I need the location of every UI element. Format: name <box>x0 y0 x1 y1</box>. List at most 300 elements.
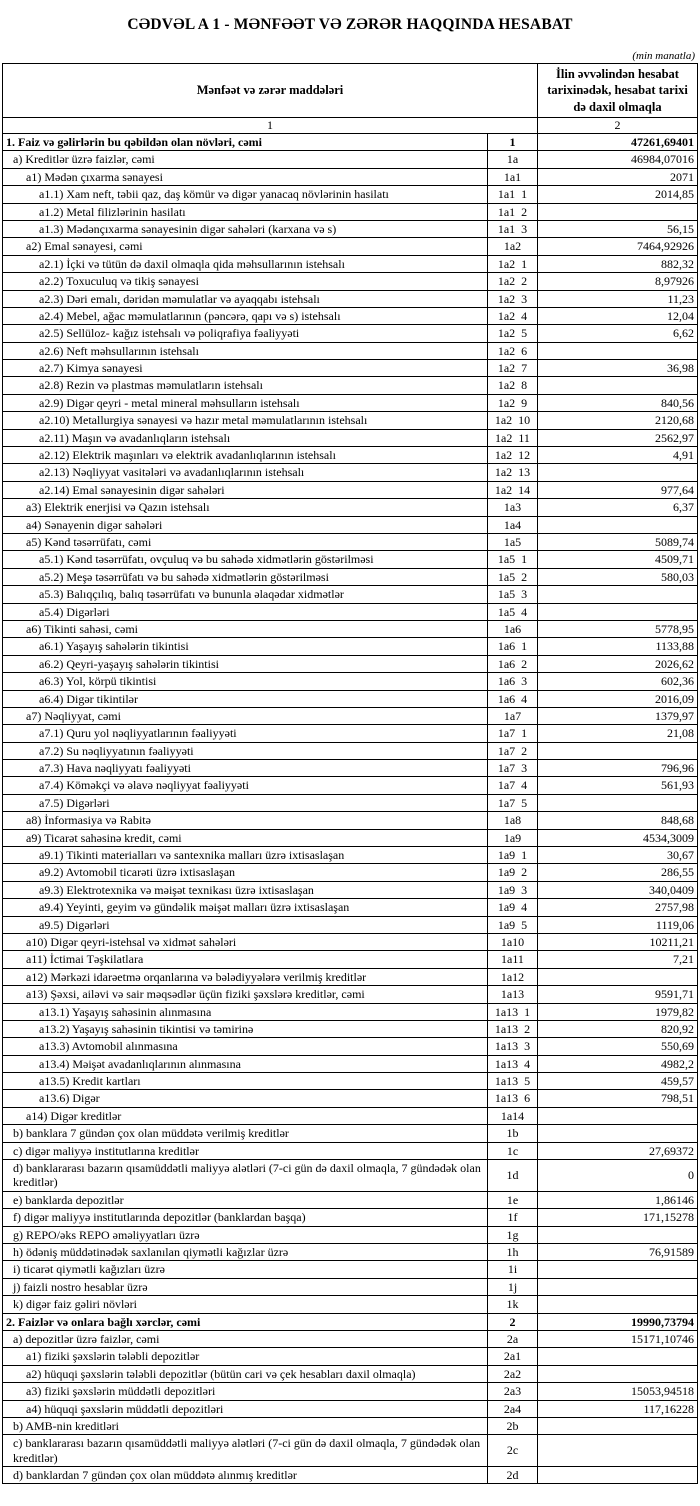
table-row <box>3 916 698 933</box>
table-row <box>3 864 698 881</box>
row-code: 1a13 4 <box>487 1055 537 1072</box>
row-label: a8) İnformasiya və Rabitə <box>3 812 488 829</box>
table-row <box>3 1400 698 1417</box>
row-value: 2026,62 <box>538 655 698 672</box>
row-value: 117,16228 <box>538 1400 698 1417</box>
row-label: b) banklara 7 gündən çox olan müddətə verilmiş kreditlər <box>3 1125 488 1142</box>
row-value: 15171,10746 <box>538 1330 698 1347</box>
row-label: a4) hüquqi şəxslərin müddətli depozitləri <box>3 1400 488 1417</box>
table-row <box>3 1020 698 1037</box>
row-value: 7,21 <box>538 951 698 968</box>
header-items-column: Mənfəət və zərər maddələri <box>3 64 538 118</box>
table-row <box>3 1142 698 1159</box>
row-code: 1a2 13 <box>487 464 537 481</box>
row-code: 1a2 11 <box>487 429 537 446</box>
row-label: a1) Mədən çıxarma sənayesi <box>3 168 488 185</box>
table-row <box>3 481 698 498</box>
row-code: 1a1 2 <box>487 203 537 220</box>
row-code: 1a12 <box>487 968 537 985</box>
row-value: 47261,69401 <box>538 134 698 151</box>
row-label: a7.2) Su nəqliyyatının fəaliyyəti <box>3 742 488 759</box>
row-value: 19990,73794 <box>538 1313 698 1330</box>
row-code: 1a13 2 <box>487 1020 537 1037</box>
row-value: 2757,98 <box>538 899 698 916</box>
table-row <box>3 690 698 707</box>
row-label: a2.1) İçki və tütün də daxil olmaqla qida məhsullarının istehsalı <box>3 255 488 272</box>
row-label: e) banklarda depozitlər <box>3 1191 488 1208</box>
row-code: 1a13 3 <box>487 1038 537 1055</box>
row-code: 1a6 4 <box>487 690 537 707</box>
row-label: j) faizli nostro hesablar üzrə <box>3 1278 488 1295</box>
table-row <box>3 1073 698 1090</box>
row-code: 1a5 <box>487 533 537 550</box>
row-code: 1i <box>487 1261 537 1278</box>
row-value: 4,91 <box>538 447 698 464</box>
table-row <box>3 464 698 481</box>
row-label: a1) fiziki şəxslərin tələbli depozitlər <box>3 1348 488 1365</box>
row-code: 1a13 6 <box>487 1090 537 1107</box>
row-value: 171,15278 <box>538 1209 698 1226</box>
row-label: a5.3) Balıqçılıq, balıq təsərrüfatı və bununla əlaqədar xidmətlər <box>3 586 488 603</box>
column-number-row <box>3 118 698 134</box>
table-row <box>3 794 698 811</box>
row-code: 1a2 9 <box>487 394 537 411</box>
row-value: 7464,92926 <box>538 238 698 255</box>
row-value <box>538 203 698 220</box>
row-code: 2 <box>487 1313 537 1330</box>
row-code: 1d <box>487 1160 537 1192</box>
column-number-1: 1 <box>3 118 538 134</box>
row-value: 2562,97 <box>538 429 698 446</box>
table-row <box>3 238 698 255</box>
row-value <box>538 1278 698 1295</box>
row-code: 2a <box>487 1330 537 1347</box>
row-label: a5.4) Digərləri <box>3 603 488 620</box>
table-row <box>3 1055 698 1072</box>
table-row <box>3 812 698 829</box>
table-row <box>3 968 698 985</box>
table-row <box>3 273 698 290</box>
table-row <box>3 1209 698 1226</box>
row-value: 1133,88 <box>538 638 698 655</box>
row-label: a7.3) Hava nəqliyyatı fəaliyyəti <box>3 760 488 777</box>
row-code: 1a5 3 <box>487 586 537 603</box>
page-title: CƏDVƏL A 1 - MƏNFƏƏT VƏ ZƏRƏR HAQQINDA HESABAT <box>127 16 573 33</box>
table-row <box>3 847 698 864</box>
table-row <box>3 186 698 203</box>
row-code: 1a13 <box>487 986 537 1003</box>
row-code: 1e <box>487 1191 537 1208</box>
row-label: a2.12) Elektrik maşınları və elektrik avadanlıqlarının istehsalı <box>3 447 488 464</box>
row-value <box>538 1107 698 1124</box>
table-row <box>3 1365 698 1382</box>
row-label: a2) Emal sənayesi, cəmi <box>3 238 488 255</box>
table-row <box>3 951 698 968</box>
row-code: 1a2 5 <box>487 325 537 342</box>
row-label: a2.9) Digər qeyri - metal mineral məhsulların istehsalı <box>3 394 488 411</box>
row-value <box>538 1435 698 1467</box>
row-code: 1a10 <box>487 933 537 950</box>
row-code: 1h <box>487 1244 537 1261</box>
row-label: a2.11) Maşın və avadanlıqların istehsalı <box>3 429 488 446</box>
table-row <box>3 220 698 237</box>
table-row <box>3 360 698 377</box>
row-value: 2071 <box>538 168 698 185</box>
table-row <box>3 1330 698 1347</box>
row-value <box>538 586 698 603</box>
row-code: 1a <box>487 151 537 168</box>
row-label: c) digər maliyyə institutlarına kreditlər <box>3 1142 488 1159</box>
table-body <box>3 134 698 1484</box>
row-label: 1. Faiz və gəlirlərin bu qəbildən olan növləri, cəmi <box>3 134 488 151</box>
table-row <box>3 933 698 950</box>
table-row <box>3 1313 698 1330</box>
row-label: a5.2) Meşə təsərrüfatı və bu sahədə xidmətlərin göstərilməsi <box>3 568 488 585</box>
row-code: 1a9 3 <box>487 881 537 898</box>
row-code: 2b <box>487 1417 537 1434</box>
row-code: 1a2 14 <box>487 481 537 498</box>
row-code: 2a2 <box>487 1365 537 1382</box>
row-label: a11) İctimai Təşkilatlara <box>3 951 488 968</box>
table-row <box>3 203 698 220</box>
row-value: 882,32 <box>538 255 698 272</box>
row-value: 5089,74 <box>538 533 698 550</box>
row-label: a7) Nəqliyyat, cəmi <box>3 707 488 724</box>
row-label: a) depozitlər üzrə faizlər, cəmi <box>3 1330 488 1347</box>
row-value <box>538 1261 698 1278</box>
table-row <box>3 568 698 585</box>
table-row <box>3 394 698 411</box>
row-code: 1k <box>487 1296 537 1313</box>
row-label: c) banklararası bazarın qısamüddətli maliyyə alətləri (7-ci gün də daxil olmaqla, 7 gündədək olan kreditlər) <box>3 1435 488 1467</box>
row-label: a13.4) Məişət avadanlıqlarının alınmasına <box>3 1055 488 1072</box>
row-label: f) digər maliyyə institutlarında depozitlər (banklardan başqa) <box>3 1209 488 1226</box>
row-code: 2a4 <box>487 1400 537 1417</box>
row-value <box>538 1467 698 1484</box>
row-value <box>538 377 698 394</box>
row-code: 1a9 4 <box>487 899 537 916</box>
row-value: 6,62 <box>538 325 698 342</box>
table-row <box>3 603 698 620</box>
row-value: 56,15 <box>538 220 698 237</box>
row-value: 46984,07016 <box>538 151 698 168</box>
row-code: 1a7 <box>487 707 537 724</box>
table-row <box>3 447 698 464</box>
row-label: a9.5) Digərləri <box>3 916 488 933</box>
row-code: 1a2 10 <box>487 412 537 429</box>
row-code: 1a4 <box>487 516 537 533</box>
row-value: 36,98 <box>538 360 698 377</box>
row-label: k) digər faiz gəliri növləri <box>3 1296 488 1313</box>
row-label: a3) Elektrik enerjisi və Qazın istehsalı <box>3 499 488 516</box>
row-label: a2.6) Neft məhsullarının istehsalı <box>3 342 488 359</box>
row-code: 1a9 5 <box>487 916 537 933</box>
table-row <box>3 377 698 394</box>
row-label: a2.13) Nəqliyyat vasitələri və avadanlıqlarının istehsalı <box>3 464 488 481</box>
row-value: 2014,85 <box>538 186 698 203</box>
row-label: a9.1) Tikinti materialları və santexnika malları üzrə ixtisaslaşan <box>3 847 488 864</box>
row-code: 1a3 <box>487 499 537 516</box>
row-label: a13.6) Digər <box>3 1090 488 1107</box>
table-row <box>3 1160 698 1192</box>
table-row <box>3 134 698 151</box>
row-label: a1.1) Xam neft, təbii qaz, daş kömür və digər yanacaq növlərinin hasilatı <box>3 186 488 203</box>
row-label: a9.3) Elektrotexnika və məişət texnikası üzrə ixtisaslaşan <box>3 881 488 898</box>
row-label: a13.3) Avtomobil alınmasına <box>3 1038 488 1055</box>
row-value <box>538 464 698 481</box>
row-code: 2a1 <box>487 1348 537 1365</box>
table-row <box>3 1417 698 1434</box>
row-value <box>538 1125 698 1142</box>
table-row <box>3 673 698 690</box>
row-value <box>538 1348 698 1365</box>
table-row <box>3 1191 698 1208</box>
row-value: 4509,71 <box>538 551 698 568</box>
table-row <box>3 1383 698 1400</box>
table-row <box>3 829 698 846</box>
table-row <box>3 586 698 603</box>
row-value: 12,04 <box>538 307 698 324</box>
row-code: 1f <box>487 1209 537 1226</box>
row-value: 2120,68 <box>538 412 698 429</box>
row-code: 1a2 8 <box>487 377 537 394</box>
row-value <box>538 342 698 359</box>
row-code: 1a13 5 <box>487 1073 537 1090</box>
row-value: 76,91589 <box>538 1244 698 1261</box>
row-value: 6,37 <box>538 499 698 516</box>
row-value <box>538 1365 698 1382</box>
table-row <box>3 881 698 898</box>
table-row <box>3 412 698 429</box>
row-value: 9591,71 <box>538 986 698 1003</box>
row-value: 1379,97 <box>538 707 698 724</box>
row-label: a10) Digər qeyri-istehsal və xidmət sahələri <box>3 933 488 950</box>
table-row <box>3 742 698 759</box>
table-row <box>3 620 698 637</box>
row-code: 1a2 7 <box>487 360 537 377</box>
row-code: 1a6 <box>487 620 537 637</box>
row-value <box>538 1417 698 1434</box>
table-row <box>3 1435 698 1467</box>
row-code: 1a2 <box>487 238 537 255</box>
row-value <box>538 742 698 759</box>
row-code: 1a14 <box>487 1107 537 1124</box>
row-label: a6.3) Yol, körpü tikintisi <box>3 673 488 690</box>
row-value: 4982,2 <box>538 1055 698 1072</box>
row-code: 1a1 <box>487 168 537 185</box>
table-row <box>3 707 698 724</box>
row-value: 15053,94518 <box>538 1383 698 1400</box>
row-label: a9.4) Yeyinti, geyim və gündəlik məişət malları üzrə ixtisaslaşan <box>3 899 488 916</box>
row-code: 1a7 5 <box>487 794 537 811</box>
table-row <box>3 655 698 672</box>
table-row <box>3 986 698 1003</box>
row-code: 1a2 1 <box>487 255 537 272</box>
table-row <box>3 325 698 342</box>
table-row <box>3 1003 698 1020</box>
row-label: a4) Sənayenin digər sahələri <box>3 516 488 533</box>
row-value: 1,86146 <box>538 1191 698 1208</box>
table-row <box>3 1296 698 1313</box>
row-label: i) ticarət qiymətli kağızları üzrə <box>3 1261 488 1278</box>
row-code: 1a8 <box>487 812 537 829</box>
row-code: 1a9 2 <box>487 864 537 881</box>
row-value <box>538 1226 698 1243</box>
table-row <box>3 760 698 777</box>
row-value <box>538 794 698 811</box>
table-row <box>3 1278 698 1295</box>
row-code: 1a2 12 <box>487 447 537 464</box>
column-number-2: 2 <box>538 118 698 134</box>
row-value: 21,08 <box>538 725 698 742</box>
table-row <box>3 290 698 307</box>
table-row <box>3 777 698 794</box>
table-row <box>3 551 698 568</box>
row-code: 1a6 3 <box>487 673 537 690</box>
row-code: 2c <box>487 1435 537 1467</box>
row-value: 11,23 <box>538 290 698 307</box>
row-label: a1.2) Metal filizlərinin hasilatı <box>3 203 488 220</box>
row-label: a9.2) Avtomobil ticarəti üzrə ixtisaslaşan <box>3 864 488 881</box>
row-value: 561,93 <box>538 777 698 794</box>
row-code: 1a2 6 <box>487 342 537 359</box>
table-row <box>3 1226 698 1243</box>
table-row <box>3 342 698 359</box>
row-value: 30,67 <box>538 847 698 864</box>
row-value <box>538 516 698 533</box>
row-label: a5.1) Kənd təsərrüfatı, ovçuluq və bu sahədə xidmətlərin göstərilməsi <box>3 551 488 568</box>
row-label: a2.2) Toxuculuq və tikiş sənayesi <box>3 273 488 290</box>
row-label: a7.5) Digərləri <box>3 794 488 811</box>
row-label: 2. Faizlər və onlara bağlı xərclər, cəmi <box>3 1313 488 1330</box>
row-value: 10211,21 <box>538 933 698 950</box>
row-code: 1a7 3 <box>487 760 537 777</box>
table-row <box>3 255 698 272</box>
row-code: 2d <box>487 1467 537 1484</box>
header-row <box>3 64 698 118</box>
row-code: 1a1 3 <box>487 220 537 237</box>
row-label: d) banklararası bazarın qısamüddətli maliyyə alətləri (7-ci gün də daxil olmaqla, 7 gündədək olan kreditlər) <box>3 1160 488 1192</box>
table-row <box>3 516 698 533</box>
row-label: a6) Tikinti sahəsi, cəmi <box>3 620 488 637</box>
row-value: 5778,95 <box>538 620 698 637</box>
row-value <box>538 1296 698 1313</box>
table-row <box>3 1244 698 1261</box>
row-label: a13.1) Yaşayış sahəsinin alınmasına <box>3 1003 488 1020</box>
row-label: a7.1) Quru yol nəqliyyatlarının fəaliyyəti <box>3 725 488 742</box>
table-row <box>3 429 698 446</box>
row-label: a9) Ticarət sahəsinə kredit, cəmi <box>3 829 488 846</box>
row-value: 4534,3009 <box>538 829 698 846</box>
row-value <box>538 968 698 985</box>
row-code: 1a9 1 <box>487 847 537 864</box>
row-label: a3) fiziki şəxslərin müddətli depozitləri <box>3 1383 488 1400</box>
table-row <box>3 1125 698 1142</box>
row-label: a5) Kənd təsərrüfatı, cəmi <box>3 533 488 550</box>
table-row <box>3 1467 698 1484</box>
row-code: 1c <box>487 1142 537 1159</box>
row-label: a1.3) Mədənçıxarma sənayesinin digər sahələri (karxana və s) <box>3 220 488 237</box>
row-code: 1a2 4 <box>487 307 537 324</box>
row-value: 286,55 <box>538 864 698 881</box>
row-value: 602,36 <box>538 673 698 690</box>
row-value: 580,03 <box>538 568 698 585</box>
table-row <box>3 1348 698 1365</box>
row-label: a2.10) Metallurgiya sənayesi və hazır metal məmulatlarının istehsalı <box>3 412 488 429</box>
table-row <box>3 499 698 516</box>
row-code: 1a11 <box>487 951 537 968</box>
row-label: d) banklardan 7 gündən çox olan müddətə alınmış kreditlər <box>3 1467 488 1484</box>
row-code: 1a6 1 <box>487 638 537 655</box>
row-value: 340,0409 <box>538 881 698 898</box>
row-value: 550,69 <box>538 1038 698 1055</box>
profit-loss-table <box>2 63 698 1484</box>
table-row <box>3 1090 698 1107</box>
row-label: a) Kreditlər üzrə faizlər, cəmi <box>3 151 488 168</box>
row-label: a2.5) Sellüloz- kağız istehsalı və poliqrafiya fəaliyyəti <box>3 325 488 342</box>
row-value: 820,92 <box>538 1020 698 1037</box>
unit-note: (min manatla) <box>632 50 695 62</box>
table-row <box>3 533 698 550</box>
row-value: 8,97926 <box>538 273 698 290</box>
table-row <box>3 1038 698 1055</box>
row-code: 1a7 2 <box>487 742 537 759</box>
row-label: a14) Digər kreditlər <box>3 1107 488 1124</box>
row-code: 2a3 <box>487 1383 537 1400</box>
table-row <box>3 1107 698 1124</box>
row-label: a2.14) Emal sənayesinin digər sahələri <box>3 481 488 498</box>
row-label: a2.3) Dəri emalı, dəridən məmulatlar və ayaqqabı istehsalı <box>3 290 488 307</box>
row-code: 1a6 2 <box>487 655 537 672</box>
table-row <box>3 638 698 655</box>
row-value: 1979,82 <box>538 1003 698 1020</box>
row-value: 798,51 <box>538 1090 698 1107</box>
table-header <box>3 64 698 134</box>
row-label: a7.4) Köməkçi və əlavə nəqliyyat fəaliyyəti <box>3 777 488 794</box>
row-value: 459,57 <box>538 1073 698 1090</box>
row-code: 1a2 3 <box>487 290 537 307</box>
row-label: a13) Şəxsi, ailəvi və sair məqsədlər üçün fiziki şəxslərə kreditlər, cəmi <box>3 986 488 1003</box>
table-row <box>3 151 698 168</box>
row-code: 1a1 1 <box>487 186 537 203</box>
table-row <box>3 1261 698 1278</box>
row-label: a2.8) Rezin və plastmas məmulatların istehsalı <box>3 377 488 394</box>
row-code: 1a5 1 <box>487 551 537 568</box>
row-value: 796,96 <box>538 760 698 777</box>
row-label: h) ödəniş müddətinədək saxlanılan qiymətli kağızlar üzrə <box>3 1244 488 1261</box>
row-label: a2.7) Kimya sənayesi <box>3 360 488 377</box>
row-label: a6.4) Digər tikintilər <box>3 690 488 707</box>
row-label: a2.4) Mebel, ağac məmulatlarının (pəncərə, qapı və s) istehsalı <box>3 307 488 324</box>
row-label: a2) hüquqi şəxslərin tələbli depozitlər (bütün cari və çek hesabları daxil olmaqla) <box>3 1365 488 1382</box>
row-value <box>538 603 698 620</box>
row-value: 1119,06 <box>538 916 698 933</box>
row-label: a13.5) Kredit kartları <box>3 1073 488 1090</box>
row-value: 840,56 <box>538 394 698 411</box>
table-row <box>3 168 698 185</box>
row-label: a6.1) Yaşayış sahələrin tikintisi <box>3 638 488 655</box>
row-code: 1a5 2 <box>487 568 537 585</box>
header-value-column: İlin əvvəlindən hesabat tarixinədək, hesabat tarixi də daxil olmaqla <box>538 64 698 118</box>
row-code: 1j <box>487 1278 537 1295</box>
row-code: 1a7 4 <box>487 777 537 794</box>
row-label: b) AMB-nin kreditləri <box>3 1417 488 1434</box>
row-value: 848,68 <box>538 812 698 829</box>
row-code: 1a9 <box>487 829 537 846</box>
row-code: 1g <box>487 1226 537 1243</box>
row-code: 1a5 4 <box>487 603 537 620</box>
row-label: g) REPO/əks REPO əməliyyatları üzrə <box>3 1226 488 1243</box>
